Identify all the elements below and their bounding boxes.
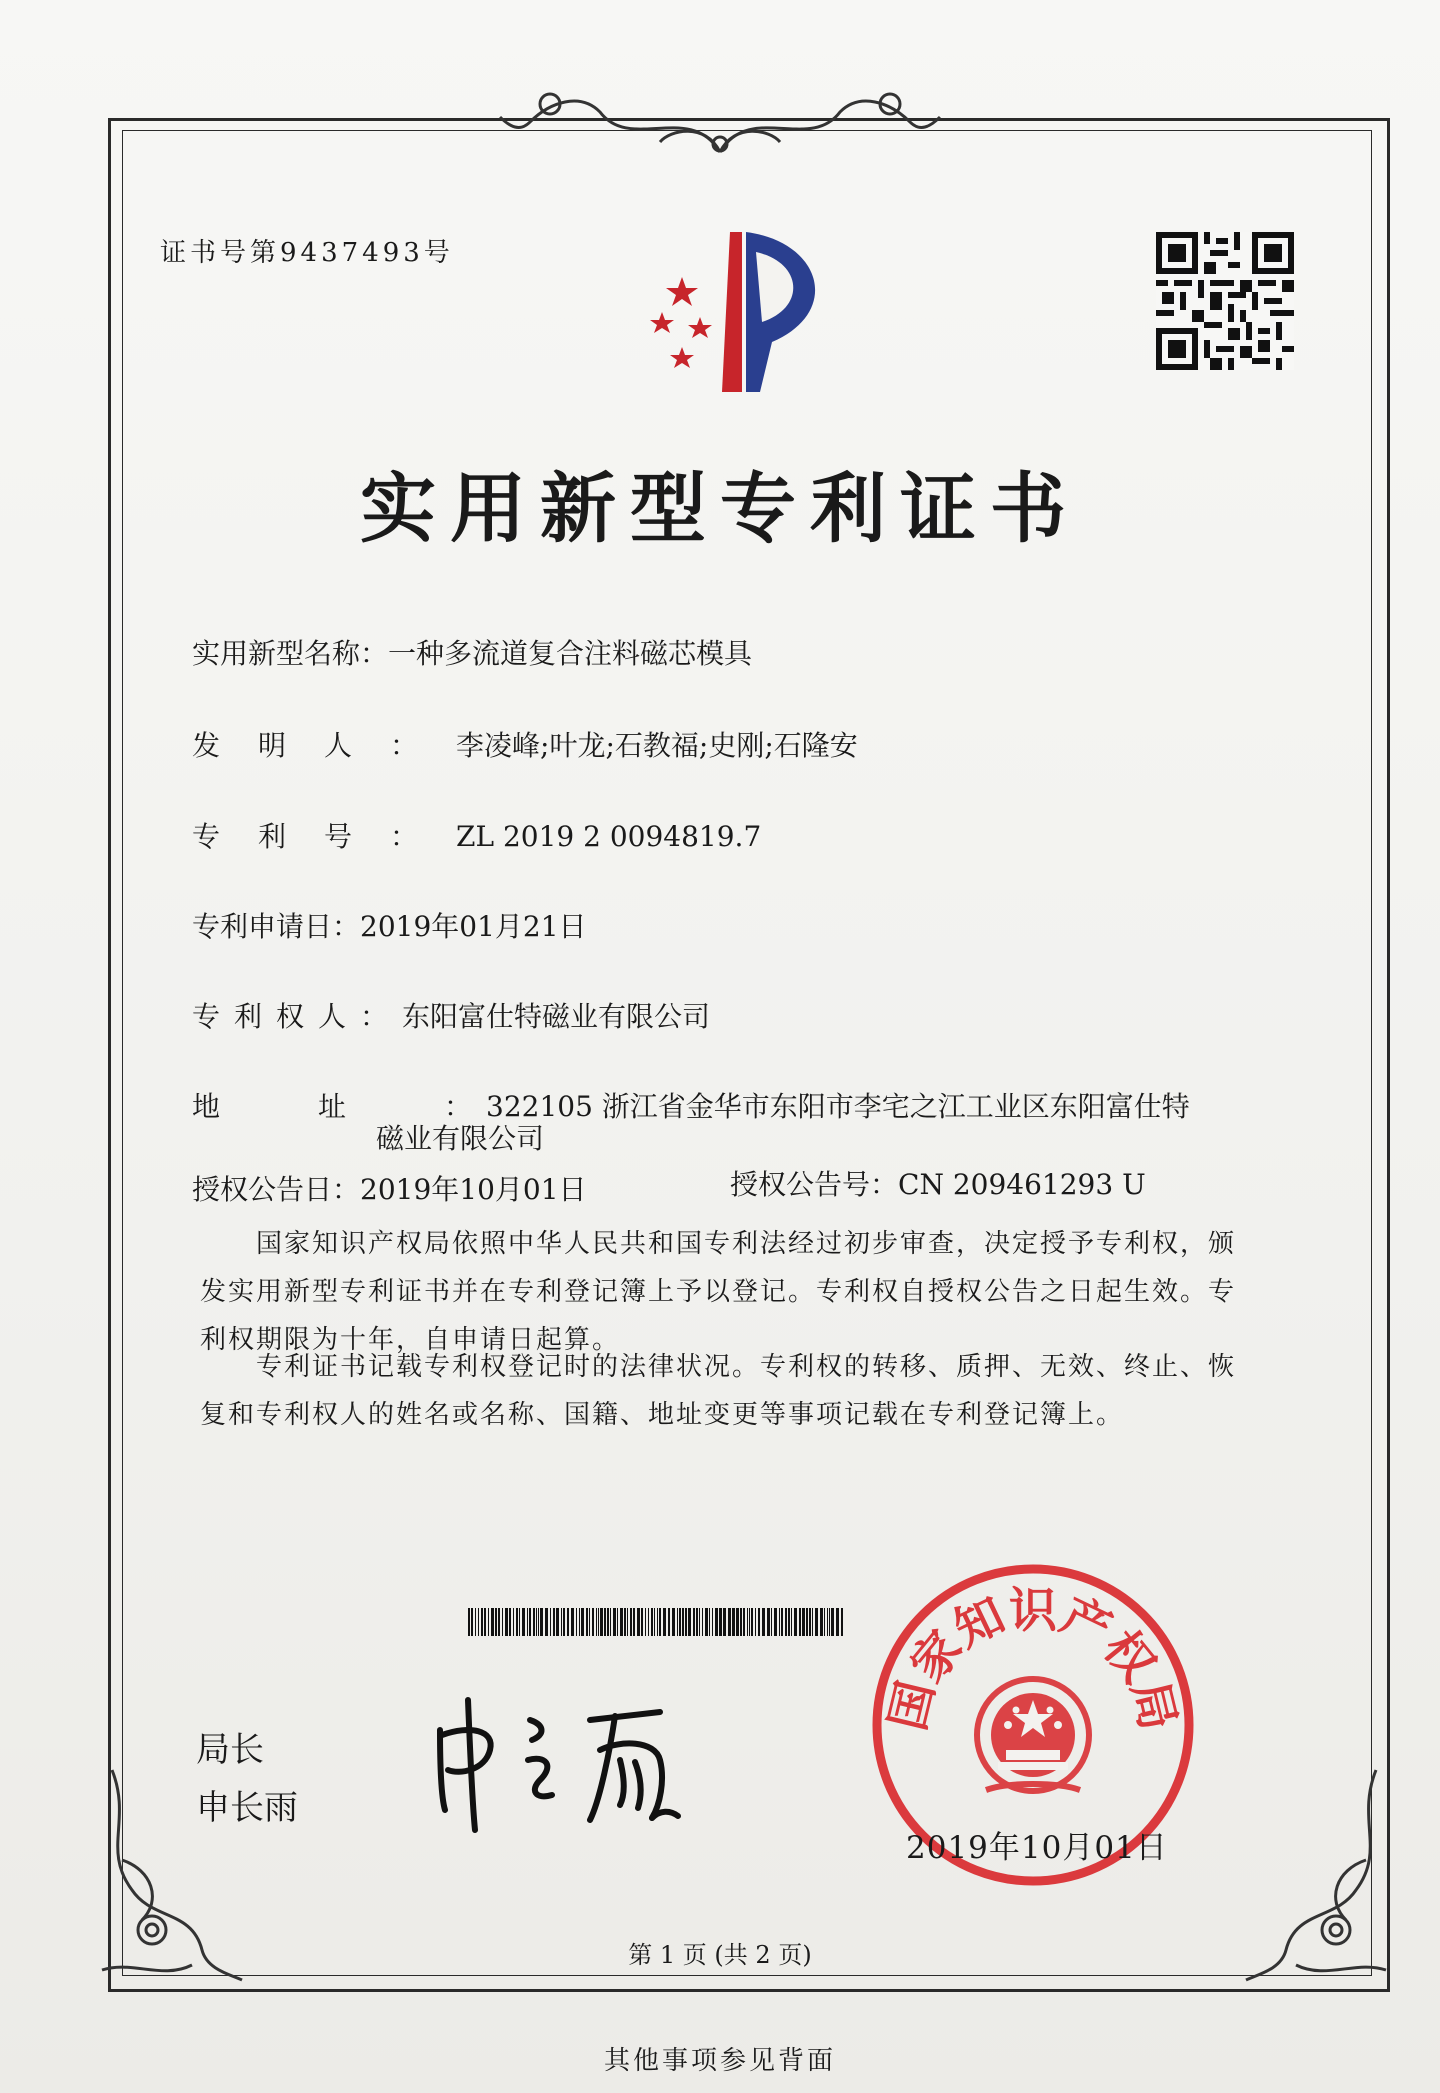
director-signature xyxy=(420,1690,750,1840)
inventor-label: 发明人： xyxy=(192,729,457,762)
filing-date-label: 专利申请日： xyxy=(192,910,361,943)
inventor-row xyxy=(192,724,858,764)
statement-paragraph-2: 专利证书记载专利权登记时的法律状况。专利权的转移、质押、无效、终止、恢复和专利权人的姓名或名称、国籍、地址变更等事项记载在专利登记簿上。 xyxy=(200,1352,1237,1430)
address-value-line2: 磁业有限公司 xyxy=(376,1122,545,1155)
top-ornament xyxy=(490,82,950,162)
patentee-value: 东阳富仕特磁业有限公司 xyxy=(402,1000,711,1033)
announcement-number-value: CN 209461293 U xyxy=(898,1168,1146,1201)
address-value-line1: 322105 浙江省金华市东阳市李宅之江工业区东阳富仕特 xyxy=(486,1090,1190,1123)
certificate-number: 证书号第9437493号 xyxy=(160,238,454,268)
announcement-number-row xyxy=(730,1163,1146,1203)
address-row xyxy=(192,1085,1190,1125)
qr-code xyxy=(1156,232,1294,370)
statement-paragraph-1: 国家知识产权局依照中华人民共和国专利法经过初步审查，决定授予专利权，颁发实用新型专利证书并在专利登记簿上予以登记。专利权自授权公告之日起生效。专利权期限为十年，自申请日起算。 xyxy=(200,1229,1237,1355)
patent-number-label: 专利号： xyxy=(192,820,457,853)
footer-note: 其他事项参见背面 xyxy=(603,2046,836,2076)
utility-model-name-row xyxy=(192,632,752,672)
announcement-date-row xyxy=(192,1168,587,1208)
certificate-title: 实用新型专利证书 xyxy=(360,464,1080,553)
patent-number-row xyxy=(192,815,761,855)
seal-date: 2019年10月01日 xyxy=(906,1830,1168,1866)
cnipa-emblem xyxy=(622,222,862,402)
inventor-value: 李凌峰;叶龙;石教福;史刚;石隆安 xyxy=(456,729,858,762)
address-label: 地址： xyxy=(192,1090,571,1123)
seal-text: 国家知识产权局 xyxy=(879,1582,1187,1736)
director-name: 申长雨 xyxy=(196,1788,298,1828)
utility-model-name-label: 实用新型名称： xyxy=(192,637,389,670)
announcement-date-label: 授权公告日： xyxy=(192,1173,361,1206)
director-title: 局长 xyxy=(196,1730,264,1770)
patentee-row xyxy=(192,995,710,1035)
filing-date-row xyxy=(192,905,587,945)
announcement-date-value: 2019年10月01日 xyxy=(360,1173,587,1206)
patent-number-value: ZL 2019 2 0094819.7 xyxy=(456,820,762,853)
page-number: 第 1 页 (共 2 页) xyxy=(628,1941,812,1969)
utility-model-name-value: 一种多流道复合注料磁芯模具 xyxy=(388,637,753,670)
announcement-number-label: 授权公告号： xyxy=(730,1168,899,1201)
barcode xyxy=(468,1608,848,1636)
patentee-label: 专利权人： xyxy=(192,1000,403,1033)
filing-date-value: 2019年01月21日 xyxy=(360,910,587,943)
